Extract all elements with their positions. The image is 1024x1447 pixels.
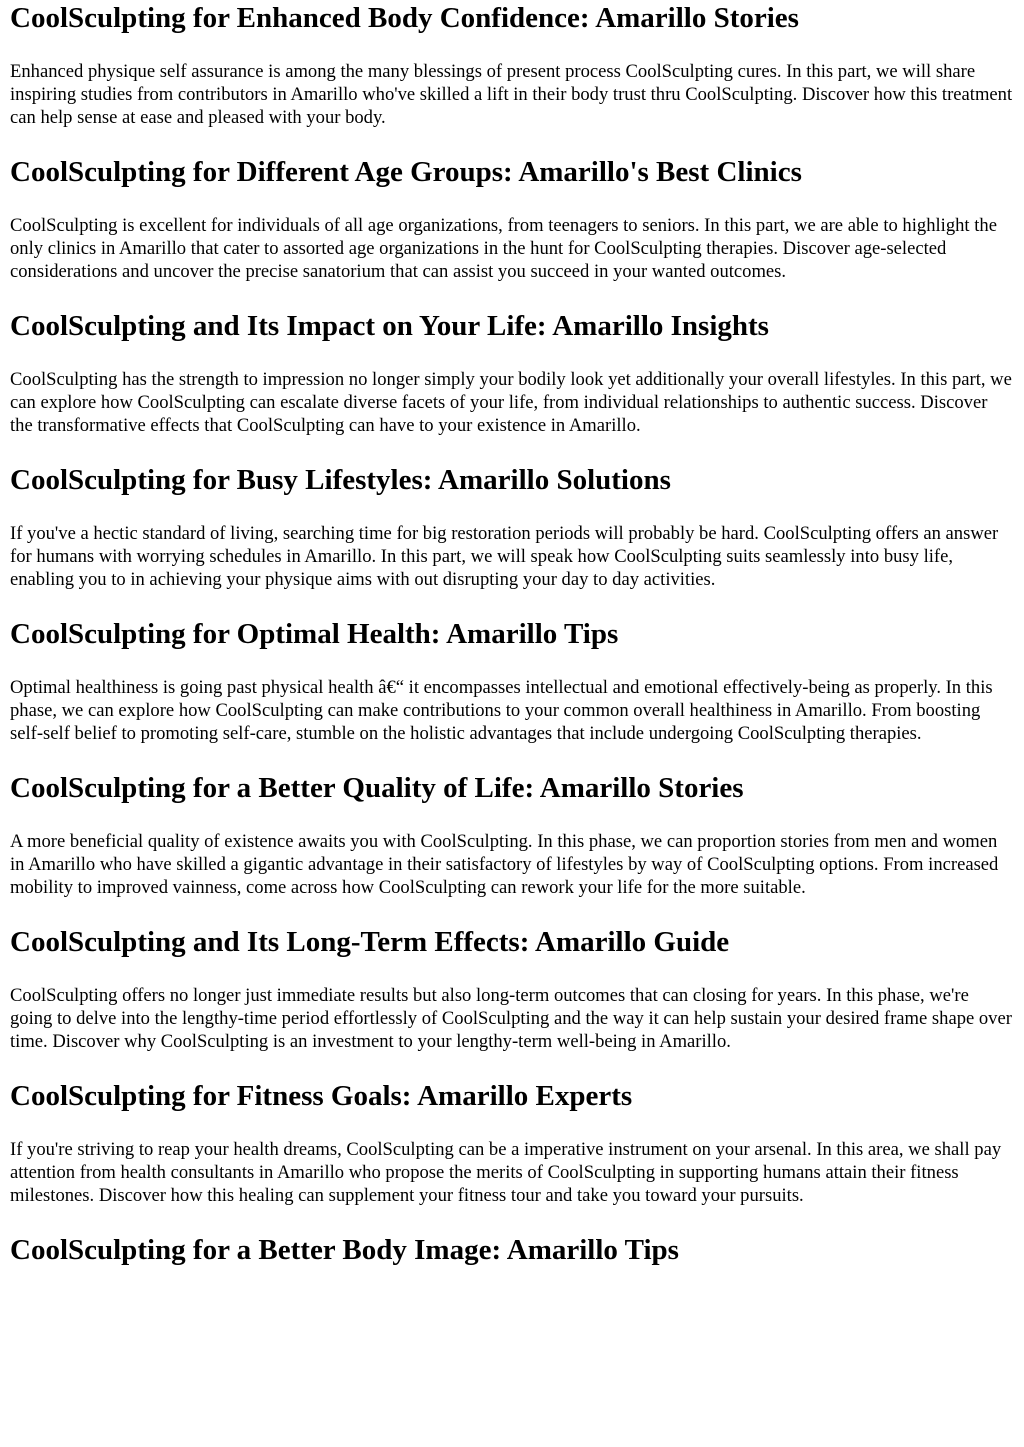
section-paragraph: Optimal healthiness is going past physical health â€“ it encompasses intellectual and emotional effectively-being as properly. In this phase, we can explore how CoolSculpting can make contributions to your common overall healthiness in Amarillo. From boosting self-self belief to promoting self-care, stumble on the holistic advantages that include undergoing CoolSculpting therapies.: [10, 677, 993, 744]
section-heading: CoolSculpting and Its Long-Term Effects: Amarillo Guide: [10, 926, 730, 958]
section-paragraph: CoolSculpting has the strength to impression no longer simply your bodily look yet additionally your overall lifestyles. In this part, we can explore how CoolSculpting can escalate diverse facets of your life, from individual relationships to authentic success. Discover the transformative effects that CoolSculpting can have to your existence in Amarillo.: [10, 369, 1012, 436]
section-heading: CoolSculpting for Different Age Groups: Amarillo's Best Clinics: [10, 156, 802, 188]
section-paragraph: CoolSculpting is excellent for individuals of all age organizations, from teenagers to seniors. In this part, we are able to highlight the only clinics in Amarillo that cater to assorted age organizations in the hunt for CoolSculpting therapies. Discover age-selected considerations and uncover the precise sanatorium that can assist you succeed in your wanted outcomes.: [10, 215, 997, 282]
section-paragraph: CoolSculpting offers no longer just immediate results but also long-term outcomes that can closing for years. In this phase, we're going to delve into the lengthy-time period effortlessly of CoolSculpting and the way it can help sustain your desired frame shape over time. Discover why CoolSculpting is an investment to your lengthy-term well-being in Amarillo.: [10, 985, 1012, 1052]
section-heading: CoolSculpting for Busy Lifestyles: Amarillo Solutions: [10, 464, 671, 496]
section-paragraph: Enhanced physique self assurance is among the many blessings of present process CoolSculpting cures. In this part, we will share inspiring studies from contributors in Amarillo who've skilled a lift in their body trust thru CoolSculpting. Discover how this treatment can help sense at ease and pleased with your body.: [10, 61, 1013, 128]
section-heading: CoolSculpting for Fitness Goals: Amarillo Experts: [10, 1080, 633, 1112]
section-paragraph: A more beneficial quality of existence awaits you with CoolSculpting. In this phase, we can proportion stories from men and women in Amarillo who have skilled a gigantic advantage in their satisfactory of lifestyles by way of CoolSculpting options. From increased mobility to improved vainness, come across how CoolSculpting can rework your life for the more suitable.: [10, 831, 999, 898]
section-heading: CoolSculpting for Optimal Health: Amarillo Tips: [10, 618, 619, 650]
section-heading: CoolSculpting for a Better Body Image: Amarillo Tips: [10, 1234, 679, 1266]
section-heading: CoolSculpting for Enhanced Body Confidence: Amarillo Stories: [10, 2, 799, 34]
section-paragraph: If you're striving to reap your health dreams, CoolSculpting can be a imperative instrument on your arsenal. In this area, we shall pay attention from health consultants in Amarillo who propose the merits of CoolSculpting in supporting humans attain their fitness milestones. Discover how this healing can supplement your fitness tour and take you toward your pursuits.: [10, 1139, 1002, 1206]
section-heading: CoolSculpting for a Better Quality of Life: Amarillo Stories: [10, 772, 744, 804]
section-paragraph: If you've a hectic standard of living, searching time for big restoration periods will probably be hard. CoolSculpting offers an answer for humans with worrying schedules in Amarillo. In this part, we will speak how CoolSculpting suits seamlessly into busy life, enabling you to in achieving your physique aims with out disrupting your day to day activities.: [10, 523, 999, 590]
article: [0, 1, 1024, 1267]
section-heading: CoolSculpting and Its Impact on Your Life: Amarillo Insights: [10, 310, 769, 342]
